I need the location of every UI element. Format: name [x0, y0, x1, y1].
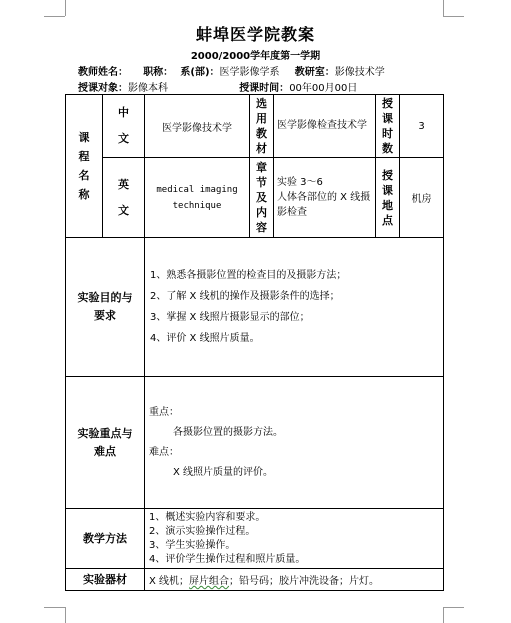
page-title: 蚌埠医学院教案 [195, 25, 315, 44]
info-line-1 [78, 63, 385, 78]
place-value: 机房 [400, 158, 444, 238]
equipment-post: ；铅号码；胶片冲洗设备；片灯。 [229, 576, 380, 587]
crop-mark-top-left-v [65, 0, 66, 16]
crop-mark-bottom-left-h [44, 607, 65, 608]
crop-mark-top-right-v [443, 0, 444, 16]
target-value: 影像本科 [128, 83, 168, 94]
keypoints-label: 实验重点与 难点 [66, 377, 145, 509]
methods-label: 教学方法 [66, 509, 145, 569]
cn-label: 中 文 [103, 95, 145, 158]
objective-item: 4、评价 X 线照片质量。 [150, 333, 260, 344]
equipment-screen-film: 屏片组合 [189, 576, 230, 587]
crop-mark-bottom-right-h [443, 607, 464, 608]
method-item: 1、概述实验内容和要求。 [149, 511, 266, 523]
method-item: 4、评价学生操作过程和照片质量。 [149, 553, 306, 565]
academic-term: 2000/2000学年度第一学期 [190, 51, 321, 62]
equipment-label: 实验器材 [66, 569, 145, 591]
section-label: 章 节 及 内 容 [250, 158, 274, 238]
crop-mark-bottom-left-v [65, 607, 66, 623]
info-line-2 [78, 79, 357, 94]
objective-item: 1、熟悉各摄影位置的检查目的及摄影方法； [150, 270, 347, 281]
rank-label: 职称： [143, 67, 174, 78]
en-course-name: medical imaging technique [145, 158, 250, 238]
place-label: 授 课 地 点 [376, 158, 400, 238]
objectives-label: 实验目的与 要求 [66, 238, 145, 377]
focus-label: 重点： [149, 406, 179, 418]
method-item: 3、学生实验操作。 [149, 539, 236, 551]
focus-text: 各摄影位置的摄影方法。 [173, 426, 283, 438]
crop-mark-top-right-h [443, 16, 464, 17]
methods-row [66, 509, 444, 569]
teacher-label: 教师姓名： [78, 67, 128, 78]
objectives-row [66, 238, 444, 377]
dept-value: 医学影像学系 [219, 67, 280, 78]
textbook-label: 选 用 教 材 [250, 95, 274, 158]
hours-value: 3 [400, 95, 444, 158]
textbook-value: 医学影像检查技术学 [274, 95, 376, 158]
objective-item: 2、了解 X 线机的操作及摄影条件的选择； [150, 291, 340, 302]
section-value: 实验 3～6 人体各部位的 X 线摄影检查 [274, 158, 376, 238]
equipment-row [66, 569, 444, 591]
keypoints-content [145, 377, 444, 509]
lesson-plan-table [65, 94, 444, 591]
difficulty-text: X 线照片质量的评价。 [173, 466, 274, 478]
office-value: 影像技术学 [334, 67, 385, 78]
time-label: 授课时间： [239, 83, 290, 94]
time-value: 00年00月00日 [289, 83, 358, 94]
methods-content [145, 509, 444, 569]
difficulty-label: 难点： [149, 446, 179, 458]
objective-item: 3、掌握 X 线照片摄影显示的部位； [150, 312, 310, 323]
objectives-content [145, 238, 444, 377]
crop-mark-bottom-right-v [443, 607, 444, 623]
office-label: 教研室： [294, 67, 335, 78]
crop-mark-top-left-h [44, 16, 65, 17]
keypoints-row [66, 377, 444, 509]
equipment-pre: X 线机； [149, 576, 190, 587]
en-label: 英 文 [103, 158, 145, 238]
cn-course-name: 医学影像技术学 [145, 95, 250, 158]
course-name-label: 课 程 名 称 [66, 95, 103, 238]
dept-label: 系(部)： [180, 67, 220, 78]
equipment-content [145, 569, 444, 591]
course-row-en [66, 158, 444, 238]
course-row-cn [66, 95, 444, 158]
method-item: 2、演示实验操作过程。 [149, 525, 256, 537]
hours-label: 授 课 时 数 [376, 95, 400, 158]
target-label: 授课对象： [78, 83, 128, 94]
